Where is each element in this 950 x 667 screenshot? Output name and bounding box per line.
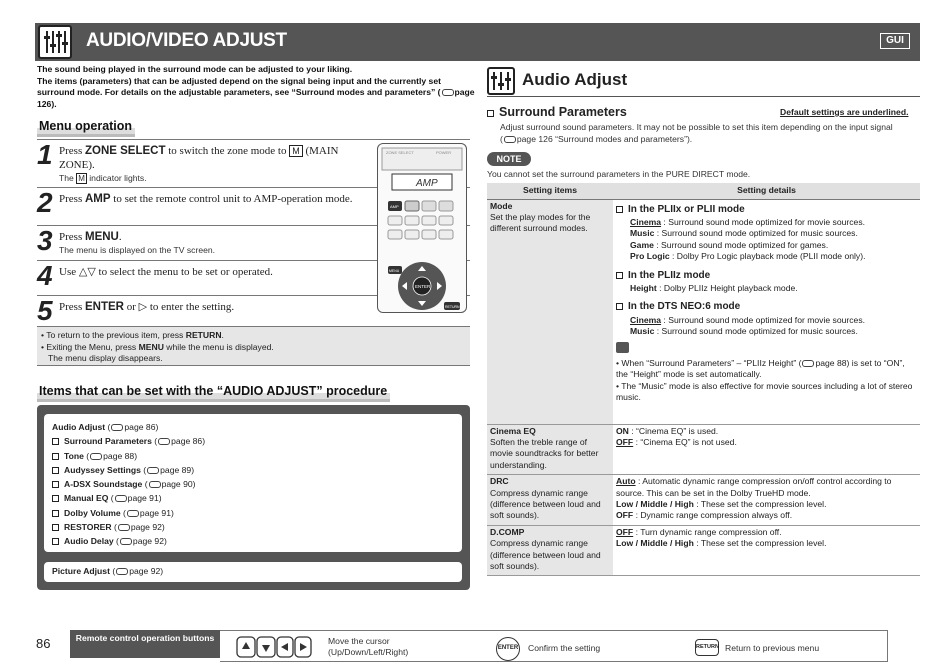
default-note: Default settings are underlined. — [780, 107, 909, 117]
list-item[interactable]: Surround Parameters ( page 86) — [52, 434, 454, 448]
setting-details-cell: In the PLIIx or PLII mode Cinema : Surround sound mode optimized for movie sources. Music : Surround sound mode optimized for music sources. Game : Surround sound mode optimized for games. Pro Logic : Dolby Pro Logic playback mode (PLII mode only). In the PLIIz mode Height : Dolby PLIIz Height playback mode. In the DTS NEO:6 mode Cinema : Surround sound mode optimized for movie sources. Music : Surround sound mode optimized for music sources. • When “Surround Parameters” – “PLIIz Height” ( page 88) is set to “ON”, the “Height” mode is set automatically. • The “Music” mode is also effective for movie sources including a lot of stereo music. — [613, 199, 920, 424]
setting-item-cell: Mode Set the play modes for the different surround modes. — [487, 199, 613, 424]
page-number: 86 — [36, 636, 51, 651]
checkbox-icon — [52, 481, 59, 488]
step-4: 4 Use △▽ to select the menu to be set or operated. — [37, 260, 470, 295]
subsection-title: Surround Parameters — [487, 105, 627, 119]
checkbox-icon — [52, 510, 59, 517]
setting-item-cell: D.COMP Compress dynamic range (difference between loud and soft sounds). — [487, 525, 613, 576]
page-ref-icon — [158, 438, 170, 445]
list-item[interactable]: Tone ( page 88) — [52, 449, 454, 463]
checkbox-icon — [52, 438, 59, 445]
list-item[interactable]: Audio Delay ( page 92) — [52, 534, 454, 548]
remote-key-label: ZONE SELECT — [386, 150, 414, 155]
divider — [487, 96, 920, 97]
move-cursor-text: Move the cursor (Up/Down/Left/Right) — [328, 636, 409, 657]
remote-buttons-label: Remote control operation buttons — [70, 630, 220, 658]
checkbox-icon — [616, 272, 623, 279]
page-ref-icon — [90, 453, 102, 460]
note-badge: NOTE — [487, 152, 531, 166]
table-header-row — [487, 183, 920, 199]
table-row — [487, 475, 920, 526]
list-item[interactable]: Manual EQ ( page 91) — [52, 491, 454, 505]
remote-display-text: AMP — [416, 178, 438, 189]
checkbox-icon — [52, 524, 59, 531]
section-description: Adjust surround sound parameters. It may not be possible to set this item depending on the input signal ( page 126 “Surround modes and parameters”). — [500, 122, 893, 144]
confirm-text: Confirm the setting — [528, 643, 601, 653]
table-row — [487, 525, 920, 576]
page-ref-icon — [802, 360, 814, 367]
page-title: AUDIO/VIDEO ADJUST — [86, 30, 287, 51]
checkbox-icon — [616, 206, 623, 213]
page-ref-icon — [127, 510, 139, 517]
list-item[interactable]: Dolby Volume ( page 91) — [52, 506, 454, 520]
checkbox-icon — [52, 538, 59, 545]
setting-item-cell: DRC Compress dynamic range (difference between loud and soft sounds). — [487, 475, 613, 526]
setting-details-cell: ON : “Cinema EQ” is used. OFF : “Cinema EQ” is not used. — [613, 424, 920, 475]
remote-key-label: RETURN — [445, 305, 460, 309]
operation-notes — [37, 326, 470, 366]
step-2: 2 Press AMP to set the remote control unit to AMP-operation mode. — [37, 187, 470, 225]
note-text: You cannot set the surround parameters in the PURE DIRECT mode. — [487, 169, 751, 179]
page-ref-icon — [111, 424, 123, 431]
column-header: Setting items — [487, 183, 613, 199]
note-item: • Exiting the Menu, press MENU while the menu is displayed. — [41, 341, 274, 352]
checkbox-icon — [52, 495, 59, 502]
setting-item-cell: Cinema EQ Soften the treble range of movie soundtracks for better understanding. — [487, 424, 613, 475]
memo-icon — [616, 342, 629, 353]
page-ref-icon — [115, 495, 127, 502]
note-item: • To return to the previous item, press RETURN. — [41, 330, 224, 340]
remote-key-label: MENU — [389, 269, 400, 273]
list-item[interactable]: Audyssey Settings ( page 89) — [52, 463, 454, 477]
step-5: 5 Press ENTER or ▷ to enter the setting. — [37, 295, 470, 329]
items-heading: Items that can be set with the “AUDIO ADJUST” procedure — [37, 382, 390, 402]
remote-key-label: AMP — [390, 204, 399, 209]
gui-badge: GUI — [880, 33, 910, 49]
page-ref-icon — [504, 136, 516, 143]
equalizer-icon — [38, 25, 72, 59]
cursor-buttons-icon — [236, 636, 316, 663]
settings-table — [487, 183, 920, 576]
page-ref-icon — [147, 467, 159, 474]
enter-button-icon: ENTER — [496, 637, 520, 661]
page-ref-icon — [149, 481, 161, 488]
checkbox-icon — [487, 110, 494, 117]
page-ref-icon — [442, 89, 454, 96]
menu-operation-heading: Menu operation — [37, 117, 135, 137]
page-ref-icon — [118, 524, 130, 531]
intro-line-2: The items (parameters) that can be adjusted depend on the signal being input and the currently set surround mode. For details on the adjustable parameters, see “Surround modes and parameters” ( page 126). — [37, 75, 475, 109]
return-button-icon: RETURN — [695, 639, 719, 656]
picture-adjust-item[interactable]: Picture Adjust ( page 92) — [44, 562, 462, 582]
table-row — [487, 199, 920, 424]
checkbox-icon — [52, 453, 59, 460]
setting-details-cell: OFF : Turn dynamic range compression off. Low / Middle / High : These set the compression level. — [613, 525, 920, 576]
page-ref-icon — [120, 538, 132, 545]
step-3: 3 Press MENU. The menu is displayed on the TV screen. — [37, 225, 470, 260]
note-item: The menu display disappears. — [48, 353, 163, 363]
remote-control-illustration — [377, 143, 467, 313]
remote-key-label: ENTER — [415, 284, 431, 289]
return-text: Return to previous menu — [725, 643, 820, 653]
step-1: 1 Press ZONE SELECT to switch the zone mode to M (MAIN ZONE). The M indicator lights. — [37, 139, 470, 187]
list-item[interactable]: RESTORER ( page 92) — [52, 520, 454, 534]
section-title: Audio Adjust — [522, 70, 628, 89]
setting-details-cell: Auto : Automatic dynamic range compression on/off control according to source. This can be set in the Dolby TrueHD mode. Low / Middle / High : These set the compression level. OFF : Dynamic range compression always off. — [613, 475, 920, 526]
intro-text — [37, 64, 477, 110]
list-item[interactable]: Audio Adjust ( page 86) — [52, 422, 159, 432]
checkbox-icon — [52, 467, 59, 474]
remote-key-label: POWER — [436, 150, 452, 155]
audio-adjust-icon — [487, 67, 515, 95]
list-item[interactable]: A-DSX Soundstage ( page 90) — [52, 477, 454, 491]
audio-adjust-items — [44, 414, 462, 552]
table-row — [487, 424, 920, 475]
page-ref-icon — [116, 568, 128, 575]
checkbox-icon — [616, 303, 623, 310]
column-header: Setting details — [613, 183, 920, 199]
intro-line-1: The sound being played in the surround mode can be adjusted to your liking. — [37, 64, 353, 74]
